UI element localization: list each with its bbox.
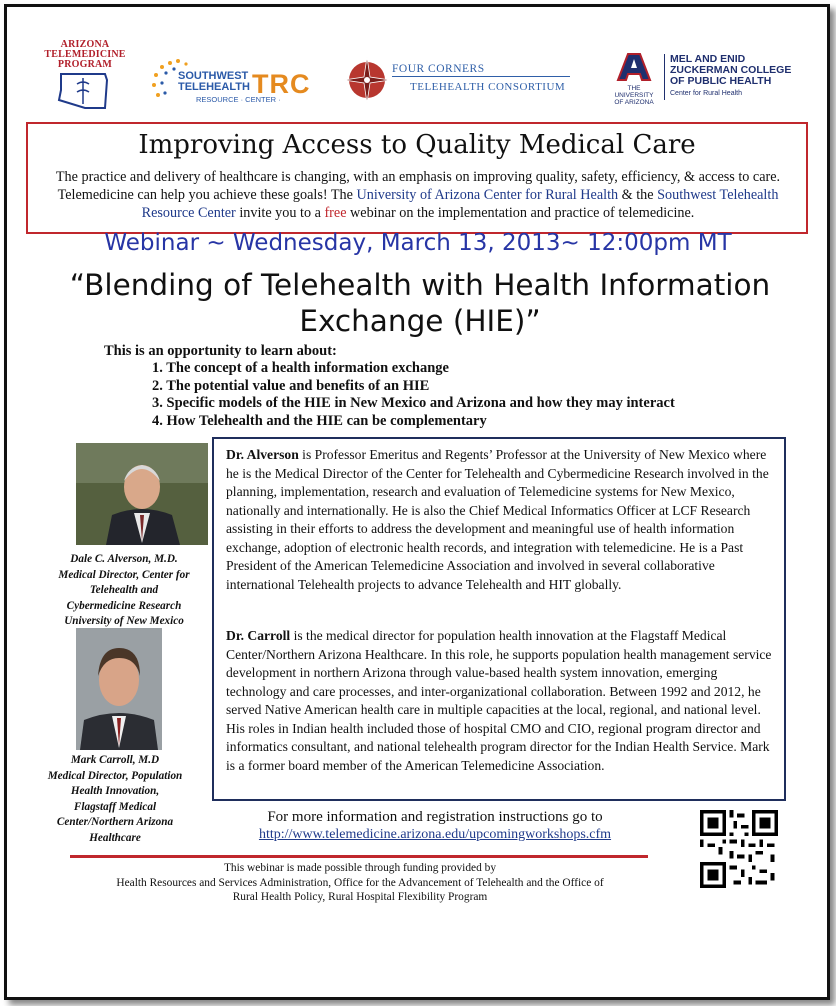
alverson-caption — [40, 552, 208, 630]
logo-text: TELEHEALTH CONSORTIUM — [410, 81, 566, 93]
caption-line: Cybermedicine Research — [66, 599, 182, 612]
list-item: 4. How Telehealth and the HIE can be complementary — [152, 412, 487, 429]
caption-line: Telehealth and — [89, 584, 159, 596]
list-item: 1. The concept of a health information exchange — [152, 360, 449, 376]
logo-text: RESOURCE · CENTER · — [196, 95, 281, 104]
caption-line: Mark Carroll, M.D — [70, 754, 160, 766]
learn-intro: This is an opportunity to learn about: — [104, 343, 337, 359]
funding-note — [40, 861, 680, 905]
caption-line: Medical Director, Population — [47, 769, 183, 782]
logo-text: FOUR CORNERS — [392, 63, 485, 75]
webinar-date: Webinar ~ Wednesday, March 13, 2013~ 12:00pm MT — [104, 230, 732, 256]
learn-list — [152, 360, 675, 430]
funding-line: Health Resources and Services Administration, Office for the Advancement of Telehealth and the Office of — [116, 876, 604, 889]
logo-rule — [664, 54, 665, 100]
registration-link[interactable]: http://www.telemedicine.arizona.edu/upcomingworkshops.cfm — [258, 827, 612, 842]
logo-rule — [392, 76, 570, 77]
logo-text: OF ARIZONA — [614, 99, 654, 106]
logo-text: MEL AND ENID — [670, 53, 746, 65]
caption-line: Flagstaff Medical — [73, 800, 157, 813]
bio-text: is the medical director for population health innovation at the Flagstaff Medical Center/Northern Arizona Healthcare. In this role, he supports population health management service development in northern Arizona through value-based health system innovation, emerging technology and care processes, and inter-organizational collaboration. Between 1992 and 2012, he served Native American health care in multiple capacities at the local, regional, and national level. His roles in Indian health included those of hospital CMO and CIO, regional program director and informatics consultant, and national telehealth program director for the Indian Health Service. Mark is a former board member of the American Telemedicine Association. — [226, 628, 772, 773]
funding-line: This webinar is made possible through funding provided by — [223, 862, 497, 874]
caption-line: University of New Mexico — [64, 615, 184, 627]
caption-line: Center/Northern Arizona — [56, 816, 174, 828]
title-line: Exchange (HIE)” — [299, 304, 541, 338]
bio-box — [212, 437, 786, 801]
bio-text: is Professor Emeritus and Regents’ Professor at the University of New Mexico where he is the Medical Director of the Center for Telehealth and Cybermedicine Research involved in the planning, implementation, research and evaluation of Telemedicine systems for New Mexico, nationally and internationally. He is also the Chief Medical Informatics Officer at LCF Research assisting in their efforts to address the development and meaningful use of health information exchange, adoption of electronic health records, and integration with telemedicine. He is a Past President of the American Telemedicine Association and involved in several collaborative international Telehealth projects to advance Telehealth and HIT globally. — [226, 447, 769, 592]
logo-text: SOUTHWEST — [178, 70, 249, 82]
portrait-image — [76, 628, 162, 750]
logo-text: ZUCKERMAN COLLEGE — [670, 64, 792, 76]
block-a-icon — [614, 52, 654, 84]
compass-star-icon — [342, 55, 392, 105]
arizona-map-icon — [55, 70, 115, 112]
org-name: Southwest Telehealth Resource Center — [141, 187, 779, 221]
intro-box — [26, 122, 808, 234]
southwest-trc-logo — [148, 55, 328, 110]
carroll-caption — [30, 753, 200, 846]
intro-title: Improving Access to Quality Medical Care — [138, 130, 696, 160]
intro-text-part: invite you to a — [235, 205, 325, 221]
speaker-name: Dr. Alverson — [226, 447, 299, 462]
logo-text: PROGRAM — [57, 59, 113, 70]
alverson-bio — [226, 446, 774, 594]
portrait-image — [76, 443, 208, 545]
caption-line: Dale C. Alverson, M.D. — [70, 553, 178, 565]
arizona-telemedicine-logo — [30, 40, 140, 120]
more-info-text: For more information and registration instructions go to — [267, 809, 603, 825]
caption-line: Medical Director, Center for — [58, 568, 190, 581]
org-name: University of Arizona Center for Rural Health — [356, 187, 619, 203]
funding-line: Rural Health Policy, Rural Hospital Flexibility Program — [232, 891, 488, 903]
qr-code[interactable] — [700, 810, 778, 888]
caption-line: Healthcare — [89, 831, 141, 844]
logo-text: OF PUBLIC HEALTH — [670, 75, 772, 87]
title-line: “Blending of Telehealth with Health Information — [69, 268, 771, 302]
carroll-bio — [226, 627, 774, 775]
logo-text: TELEHEALTH — [178, 81, 250, 93]
divider — [70, 855, 648, 858]
intro-text — [36, 168, 800, 222]
free-highlight: free — [324, 205, 347, 221]
list-item: 2. The potential value and benefits of an HIE — [152, 377, 430, 394]
four-corners-logo — [342, 55, 572, 110]
intro-text-part: The practice and delivery of healthcare is changing, with an emphasis on improving quality, safety, efficiency, & access to care. Telemedicine can help you achieve these goals! The — [55, 169, 781, 203]
list-item: 3. Specific models of the HIE in New Mexico and Arizona and how they may interact — [152, 395, 675, 411]
alverson-photo — [76, 443, 208, 545]
logo-text: THE UNIVERSITY — [614, 85, 654, 99]
caption-line: Health Innovation, — [70, 785, 160, 797]
trc-mark: TRC — [252, 69, 311, 99]
logo-text: Center for Rural Health — [670, 90, 742, 97]
intro-text-part: & the — [618, 187, 658, 203]
intro-text-part: webinar on the implementation and practice of telemedicine. — [346, 205, 695, 221]
university-of-arizona-logo — [608, 52, 808, 107]
qr-code-icon — [700, 810, 778, 888]
webinar-title — [40, 267, 800, 339]
speaker-name: Dr. Carroll — [226, 628, 291, 643]
carroll-photo — [76, 628, 162, 750]
logo-text: TELEMEDICINE — [44, 49, 126, 60]
logo-text: ARIZONA — [60, 39, 110, 50]
